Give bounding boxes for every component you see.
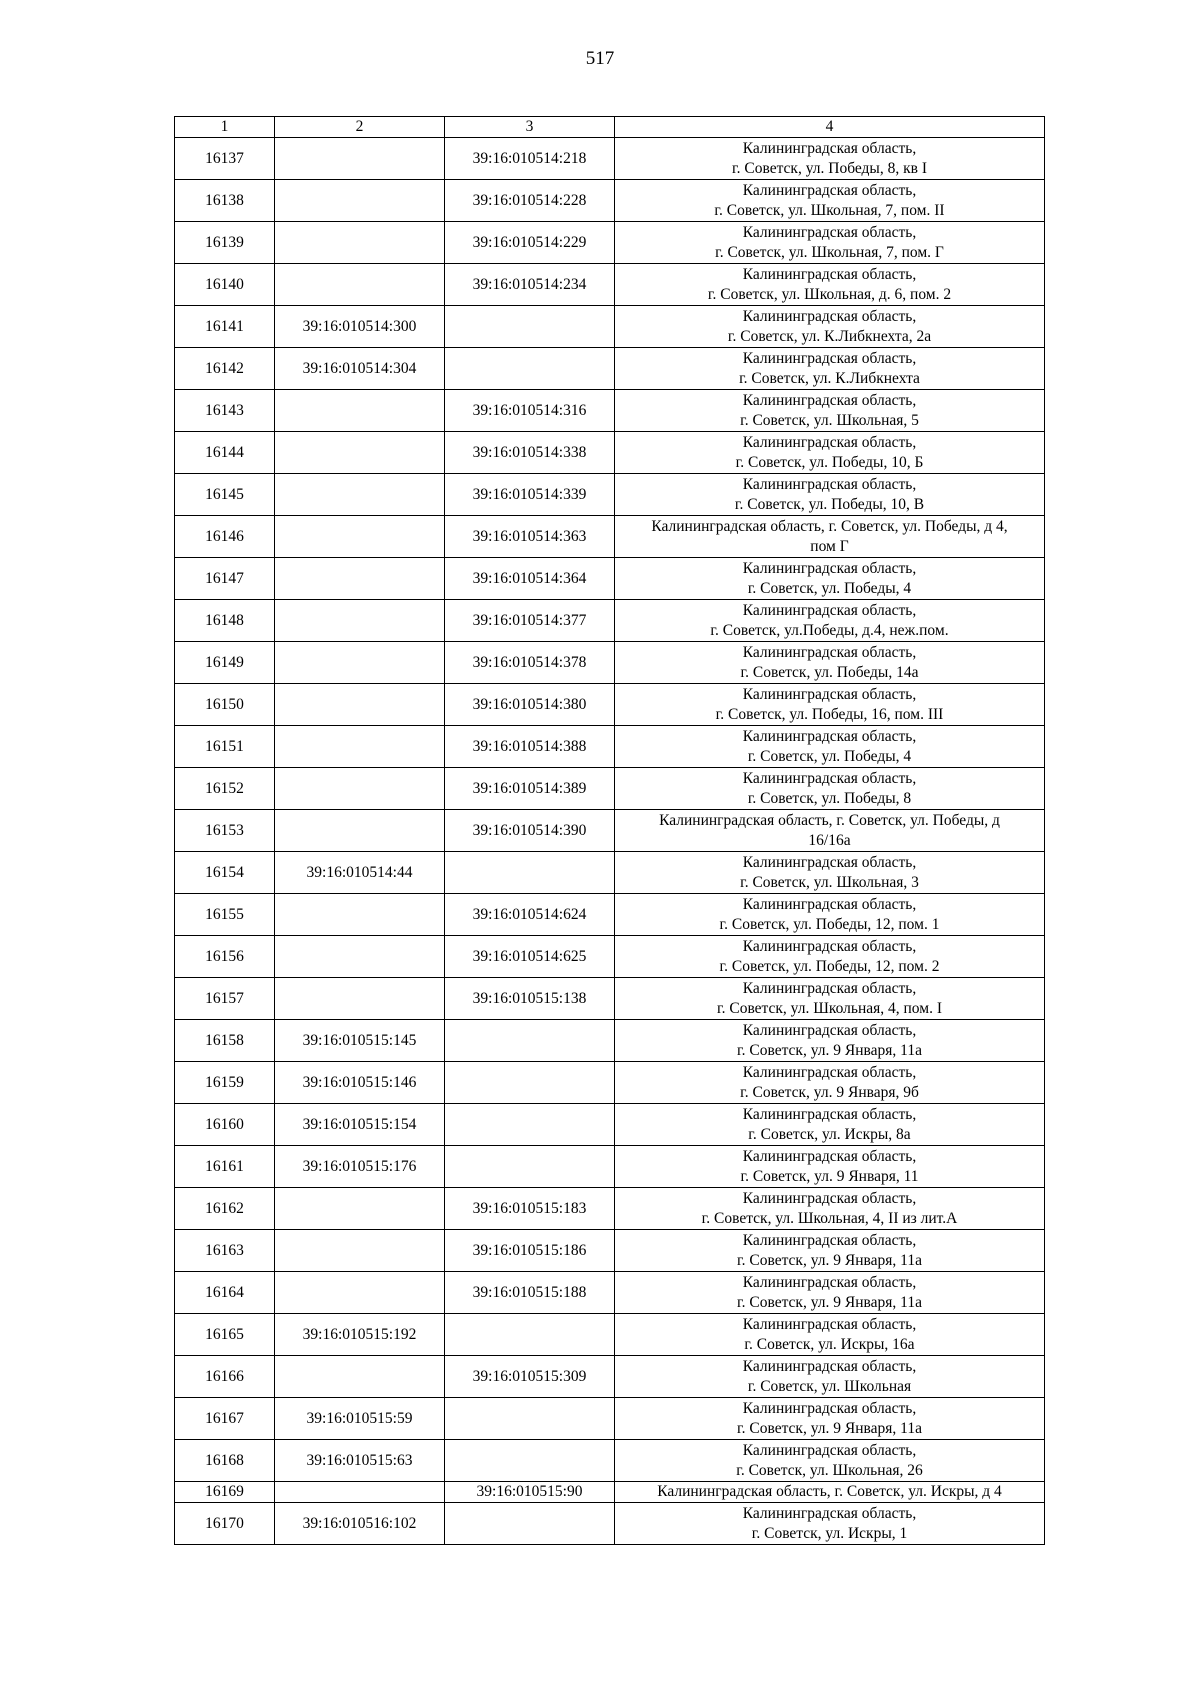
address-cell — [615, 642, 1045, 684]
cadastral-number-col2-cell: 39:16:010514:44 — [275, 852, 445, 894]
address-line: пом Г — [810, 537, 849, 555]
cadastral-number-col3-cell: 39:16:010515:186 — [445, 1230, 615, 1272]
address-line: г. Советск, ул. Победы, 10, В — [734, 495, 925, 513]
cadastral-number-col3-cell: 39:16:010514:378 — [445, 642, 615, 684]
cadastral-number-col3-cell: 39:16:010514:377 — [445, 600, 615, 642]
table-row — [175, 768, 1045, 810]
address-cell — [615, 1146, 1045, 1188]
address-line: Калининградская область, — [742, 1315, 917, 1333]
address-cell — [615, 1482, 1045, 1503]
cadastral-number-col2-cell — [275, 1482, 445, 1503]
cadastral-number-col3-cell: 39:16:010515:90 — [445, 1482, 615, 1503]
row-number-cell: 16162 — [175, 1188, 275, 1230]
address-line: г. Советск, ул. Школьная, 5 — [740, 411, 919, 429]
cadastral-number-col2-cell: 39:16:010514:304 — [275, 348, 445, 390]
table-row — [175, 1272, 1045, 1314]
address-line: Калининградская область, г. Советск, ул. Искры, д 4 — [657, 1483, 1002, 1500]
cadastral-number-col2-cell — [275, 516, 445, 558]
address-line: г. Советск, ул. 9 Января, 11 — [740, 1167, 919, 1185]
address-line: г. Советск, ул. Школьная, д. 6, пом. 2 — [707, 285, 952, 303]
table-row — [175, 264, 1045, 306]
address-line: г. Советск, ул. 9 Января, 11а — [737, 1293, 922, 1311]
address-line: Калининградская область, — [742, 391, 917, 409]
address-line: Калининградская область, — [742, 1021, 917, 1039]
address-line: г. Советск, ул. Искры, 16а — [744, 1335, 915, 1353]
cadastral-number-col3-cell: 39:16:010514:316 — [445, 390, 615, 432]
table-row — [175, 936, 1045, 978]
row-number-cell: 16138 — [175, 180, 275, 222]
cadastral-number-col3-cell — [445, 852, 615, 894]
header-row — [175, 117, 1045, 138]
address-line: Калининградская область, — [742, 1189, 917, 1207]
address-line: Калининградская область, — [742, 1273, 917, 1291]
address-line: г. Советск, ул. Школьная, 26 — [736, 1461, 923, 1479]
cadastral-number-col2-cell — [275, 600, 445, 642]
address-line: Калининградская область, — [742, 1147, 917, 1165]
cadastral-number-col2-cell: 39:16:010515:63 — [275, 1440, 445, 1482]
address-line: Калининградская область, — [742, 1357, 917, 1375]
cadastral-number-col3-cell — [445, 1314, 615, 1356]
row-number-cell: 16155 — [175, 894, 275, 936]
table-row — [175, 1020, 1045, 1062]
address-line: г. Советск, ул. Победы, 14а — [740, 663, 919, 681]
row-number-cell: 16167 — [175, 1398, 275, 1440]
address-cell — [615, 1230, 1045, 1272]
table-row — [175, 1230, 1045, 1272]
table-row — [175, 180, 1045, 222]
cadastral-number-col2-cell — [275, 1230, 445, 1272]
row-number-cell: 16150 — [175, 684, 275, 726]
cadastral-number-col3-cell — [445, 1062, 615, 1104]
table-row — [175, 600, 1045, 642]
header-col-1: 1 — [175, 117, 275, 138]
cadastral-number-col2-cell — [275, 768, 445, 810]
address-line: Калининградская область, — [742, 895, 917, 913]
cadastral-number-col2-cell: 39:16:010515:176 — [275, 1146, 445, 1188]
address-line: Калининградская область, — [742, 1231, 917, 1249]
table-row — [175, 978, 1045, 1020]
row-number-cell: 16164 — [175, 1272, 275, 1314]
row-number-cell: 16158 — [175, 1020, 275, 1062]
address-line: Калининградская область, — [742, 727, 917, 745]
cadastral-number-col2-cell — [275, 432, 445, 474]
address-line: Калининградская область, — [742, 1399, 917, 1417]
address-line: Калининградская область, — [742, 433, 917, 451]
address-cell — [615, 180, 1045, 222]
table-header — [175, 117, 1045, 138]
address-line: Калининградская область, — [742, 181, 917, 199]
address-line: г. Советск, ул.Победы, д.4, неж.пом. — [710, 621, 949, 639]
cadastral-number-col2-cell — [275, 180, 445, 222]
cadastral-number-col3-cell: 39:16:010514:218 — [445, 138, 615, 180]
cadastral-number-col3-cell — [445, 1503, 615, 1545]
address-cell — [615, 1272, 1045, 1314]
cadastral-number-col2-cell — [275, 978, 445, 1020]
address-cell — [615, 222, 1045, 264]
cadastral-number-col2-cell: 39:16:010515:154 — [275, 1104, 445, 1146]
address-line: Калининградская область, — [742, 853, 917, 871]
address-line: г. Советск, ул. Школьная, 3 — [740, 873, 919, 891]
address-line: Калининградская область, — [742, 769, 917, 787]
table-body — [175, 138, 1045, 1545]
row-number-cell: 16142 — [175, 348, 275, 390]
table-row — [175, 810, 1045, 852]
address-cell — [615, 558, 1045, 600]
row-number-cell: 16149 — [175, 642, 275, 684]
address-cell — [615, 1062, 1045, 1104]
cadastral-number-col2-cell — [275, 474, 445, 516]
address-line: Калининградская область, г. Советск, ул. Победы, д — [659, 811, 1000, 829]
table-row — [175, 390, 1045, 432]
cadastral-number-col2-cell — [275, 810, 445, 852]
address-line: Калининградская область, — [742, 223, 917, 241]
cadastral-number-col3-cell: 39:16:010515:188 — [445, 1272, 615, 1314]
cadastral-number-col3-cell: 39:16:010515:138 — [445, 978, 615, 1020]
page-number: 517 — [585, 48, 615, 69]
table-row — [175, 1146, 1045, 1188]
row-number-cell: 16166 — [175, 1356, 275, 1398]
row-number-cell: 16161 — [175, 1146, 275, 1188]
address-line: г. Советск, ул. Победы, 4 — [747, 579, 912, 597]
address-line: г. Советск, ул. 9 Января, 11а — [737, 1419, 922, 1437]
address-cell — [615, 1314, 1045, 1356]
address-cell — [615, 432, 1045, 474]
address-cell — [615, 138, 1045, 180]
table-row — [175, 1062, 1045, 1104]
address-line: Калининградская область, — [742, 1504, 917, 1522]
address-cell — [615, 348, 1045, 390]
address-line: Калининградская область, — [742, 475, 917, 493]
cadastral-number-col2-cell — [275, 936, 445, 978]
row-number-cell: 16163 — [175, 1230, 275, 1272]
address-line: Калининградская область, — [742, 937, 917, 955]
table-row — [175, 894, 1045, 936]
table-row — [175, 1356, 1045, 1398]
address-cell — [615, 726, 1045, 768]
row-number-cell: 16147 — [175, 558, 275, 600]
row-number-cell: 16145 — [175, 474, 275, 516]
cadastral-number-col3-cell: 39:16:010514:228 — [445, 180, 615, 222]
address-line: г. Советск, ул. Победы, 8, кв I — [732, 159, 927, 177]
row-number-cell: 16137 — [175, 138, 275, 180]
row-number-cell: 16157 — [175, 978, 275, 1020]
address-cell — [615, 1440, 1045, 1482]
address-line: г. Советск, ул. Победы, 4 — [747, 747, 912, 765]
table-row — [175, 684, 1045, 726]
table-row — [175, 1104, 1045, 1146]
cadastral-number-col2-cell — [275, 1272, 445, 1314]
address-cell — [615, 852, 1045, 894]
address-line: Калининградская область, — [742, 559, 917, 577]
address-line: Калининградская область, — [742, 1105, 917, 1123]
row-number-cell: 16165 — [175, 1314, 275, 1356]
row-number-cell: 16154 — [175, 852, 275, 894]
table-row — [175, 1188, 1045, 1230]
row-number-cell: 16151 — [175, 726, 275, 768]
header-col-4: 4 — [615, 117, 1045, 138]
address-cell — [615, 978, 1045, 1020]
table-row — [175, 516, 1045, 558]
address-line: г. Советск, ул. Победы, 8 — [747, 789, 912, 807]
cadastral-number-col3-cell — [445, 348, 615, 390]
address-line: г. Советск, ул. 9 Января, 11а — [737, 1041, 922, 1059]
address-line: Калининградская область, — [742, 1441, 917, 1459]
address-cell — [615, 768, 1045, 810]
address-line: Калининградская область, — [742, 307, 917, 325]
cadastral-number-col3-cell: 39:16:010514:229 — [445, 222, 615, 264]
cadastral-number-col2-cell: 39:16:010515:145 — [275, 1020, 445, 1062]
address-cell — [615, 810, 1045, 852]
cadastral-number-col3-cell: 39:16:010514:363 — [445, 516, 615, 558]
table-row — [175, 852, 1045, 894]
cadastral-number-col3-cell — [445, 1146, 615, 1188]
address-line: Калининградская область, — [742, 349, 917, 367]
address-line: г. Советск, ул. Школьная — [747, 1377, 912, 1395]
row-number-cell: 16168 — [175, 1440, 275, 1482]
address-cell — [615, 306, 1045, 348]
cadastral-number-col3-cell: 39:16:010514:624 — [445, 894, 615, 936]
cadastral-number-col2-cell — [275, 894, 445, 936]
address-cell — [615, 516, 1045, 558]
row-number-cell: 16140 — [175, 264, 275, 306]
address-line: Калининградская область, — [742, 1063, 917, 1081]
table-row — [175, 474, 1045, 516]
cadastral-number-col2-cell: 39:16:010515:146 — [275, 1062, 445, 1104]
address-line: г. Советск, ул. Победы, 12, пом. 1 — [719, 915, 940, 933]
header-col-2: 2 — [275, 117, 445, 138]
address-cell — [615, 474, 1045, 516]
registry-table — [174, 116, 1045, 1545]
address-line: г. Советск, ул. Победы, 12, пом. 2 — [719, 957, 940, 975]
address-line: г. Советск, ул. Школьная, 4, II из лит.А — [701, 1209, 958, 1227]
address-cell — [615, 390, 1045, 432]
row-number-cell: 16144 — [175, 432, 275, 474]
address-line: г. Советск, ул. Искры, 1 — [751, 1524, 908, 1542]
cadastral-number-col3-cell: 39:16:010514:338 — [445, 432, 615, 474]
address-line: 16/16а — [808, 831, 851, 849]
row-number-cell: 16160 — [175, 1104, 275, 1146]
table-row — [175, 348, 1045, 390]
cadastral-number-col3-cell: 39:16:010514:364 — [445, 558, 615, 600]
address-line: г. Советск, ул. Победы, 16, пом. III — [715, 705, 944, 723]
cadastral-number-col2-cell — [275, 222, 445, 264]
cadastral-number-col2-cell: 39:16:010515:192 — [275, 1314, 445, 1356]
row-number-cell: 16141 — [175, 306, 275, 348]
address-cell — [615, 1398, 1045, 1440]
cadastral-number-col2-cell — [275, 390, 445, 432]
address-line: г. Советск, ул. Школьная, 7, пом. Г — [715, 243, 944, 261]
cadastral-number-col3-cell: 39:16:010514:388 — [445, 726, 615, 768]
cadastral-number-col3-cell: 39:16:010515:183 — [445, 1188, 615, 1230]
address-line: г. Советск, ул. 9 Января, 11а — [737, 1251, 922, 1269]
row-number-cell: 16170 — [175, 1503, 275, 1545]
cadastral-number-col2-cell — [275, 684, 445, 726]
table-row — [175, 558, 1045, 600]
cadastral-number-col3-cell: 39:16:010514:389 — [445, 768, 615, 810]
table-row — [175, 726, 1045, 768]
address-line: г. Советск, ул. К.Либкнехта — [739, 369, 920, 387]
cadastral-number-col2-cell — [275, 264, 445, 306]
address-line: Калининградская область, г. Советск, ул. Победы, д 4, — [651, 517, 1008, 535]
row-number-cell: 16152 — [175, 768, 275, 810]
cadastral-number-col2-cell — [275, 138, 445, 180]
address-cell — [615, 264, 1045, 306]
address-line: г. Советск, ул. Школьная, 4, пом. I — [717, 999, 942, 1017]
address-line: Калининградская область, — [742, 979, 917, 997]
row-number-cell: 16139 — [175, 222, 275, 264]
table-row — [175, 138, 1045, 180]
address-line: Калининградская область, — [742, 265, 917, 283]
row-number-cell: 16143 — [175, 390, 275, 432]
address-cell — [615, 1356, 1045, 1398]
table-row — [175, 222, 1045, 264]
table-row — [175, 1503, 1045, 1545]
table-row — [175, 1482, 1045, 1503]
address-cell — [615, 684, 1045, 726]
cadastral-number-col3-cell — [445, 1398, 615, 1440]
cadastral-number-col3-cell: 39:16:010514:339 — [445, 474, 615, 516]
cadastral-number-col3-cell: 39:16:010515:309 — [445, 1356, 615, 1398]
address-cell — [615, 1188, 1045, 1230]
row-number-cell: 16169 — [175, 1482, 275, 1503]
table-row — [175, 1314, 1045, 1356]
address-cell — [615, 1020, 1045, 1062]
address-line: Калининградская область, — [742, 685, 917, 703]
cadastral-number-col2-cell: 39:16:010516:102 — [275, 1503, 445, 1545]
cadastral-number-col3-cell — [445, 1440, 615, 1482]
cadastral-number-col3-cell: 39:16:010514:625 — [445, 936, 615, 978]
cadastral-number-col2-cell: 39:16:010514:300 — [275, 306, 445, 348]
row-number-cell: 16159 — [175, 1062, 275, 1104]
address-line: Калининградская область, — [742, 643, 917, 661]
table-row — [175, 432, 1045, 474]
address-line: г. Советск, ул. К.Либкнехта, 2а — [727, 327, 932, 345]
cadastral-number-col3-cell: 39:16:010514:390 — [445, 810, 615, 852]
address-cell — [615, 1104, 1045, 1146]
cadastral-number-col3-cell — [445, 1104, 615, 1146]
cadastral-number-col3-cell — [445, 306, 615, 348]
cadastral-number-col2-cell — [275, 558, 445, 600]
address-cell — [615, 600, 1045, 642]
cadastral-number-col3-cell: 39:16:010514:234 — [445, 264, 615, 306]
address-line: Калининградская область, — [742, 601, 917, 619]
row-number-cell: 16153 — [175, 810, 275, 852]
table-row — [175, 1440, 1045, 1482]
row-number-cell: 16156 — [175, 936, 275, 978]
cadastral-number-col2-cell — [275, 1188, 445, 1230]
table-row — [175, 642, 1045, 684]
address-cell — [615, 936, 1045, 978]
table-row — [175, 306, 1045, 348]
table-row — [175, 1398, 1045, 1440]
address-line: г. Советск, ул. Искры, 8а — [748, 1125, 911, 1143]
address-cell — [615, 894, 1045, 936]
cadastral-number-col2-cell — [275, 726, 445, 768]
cadastral-number-col2-cell — [275, 642, 445, 684]
address-line: г. Советск, ул. Школьная, 7, пом. II — [714, 201, 945, 219]
address-line: Калининградская область, — [742, 139, 917, 157]
address-cell — [615, 1503, 1045, 1545]
row-number-cell: 16146 — [175, 516, 275, 558]
cadastral-number-col2-cell: 39:16:010515:59 — [275, 1398, 445, 1440]
header-col-3: 3 — [445, 117, 615, 138]
address-line: г. Советск, ул. Победы, 10, Б — [735, 453, 924, 471]
cadastral-number-col2-cell — [275, 1356, 445, 1398]
address-line: г. Советск, ул. 9 Января, 9б — [740, 1083, 919, 1101]
cadastral-number-col3-cell — [445, 1020, 615, 1062]
row-number-cell: 16148 — [175, 600, 275, 642]
cadastral-number-col3-cell: 39:16:010514:380 — [445, 684, 615, 726]
